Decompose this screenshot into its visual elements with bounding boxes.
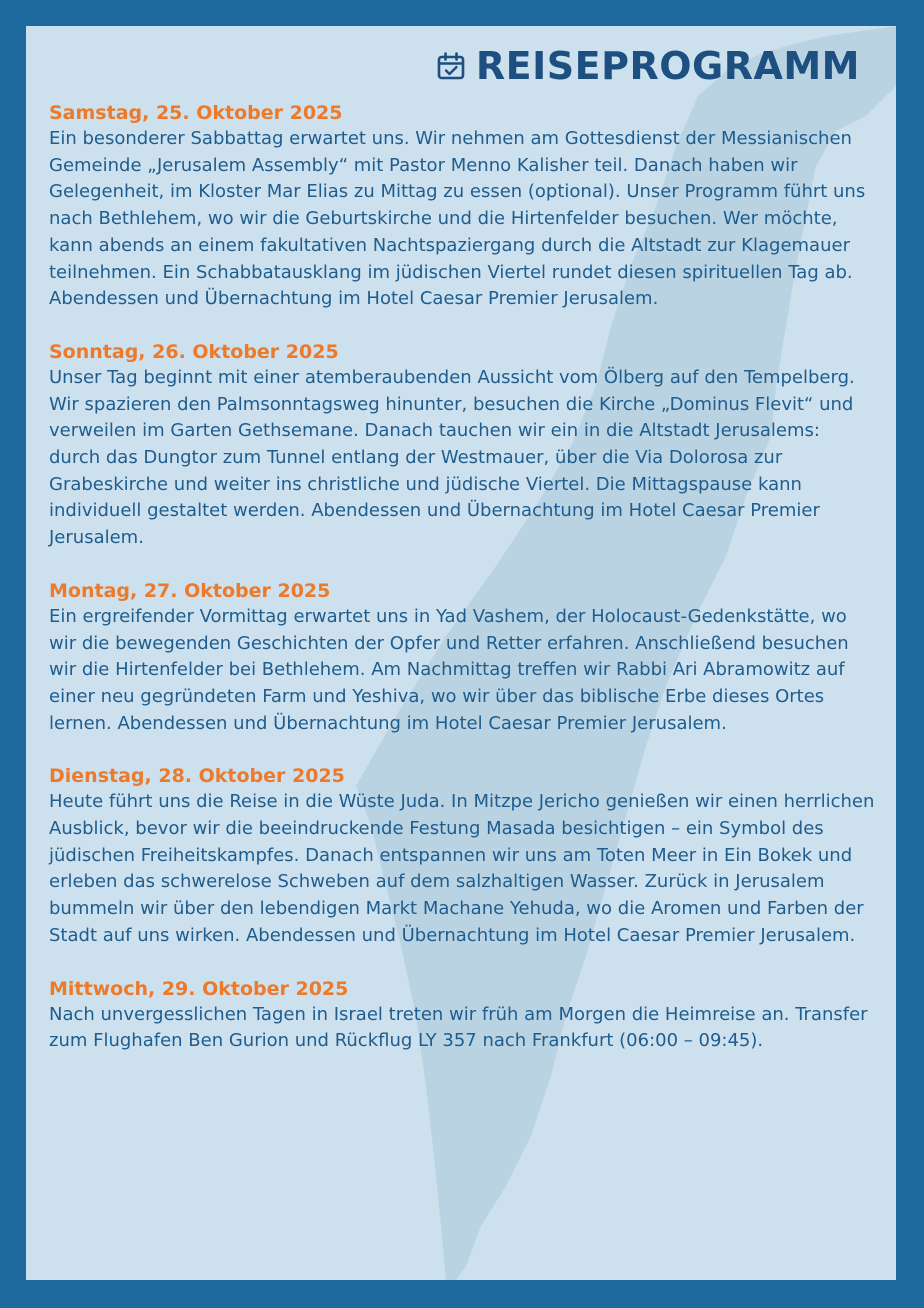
day-title: Mittwoch, 29. Oktober 2025 [49, 977, 349, 1000]
day-description: Ein besonderer Sabbattag erwartet uns. Wir nehmen am Gottesdienst der Messianischen Gemeinde „Jerusalem Assembly“ mit Pastor Menno Kalisher teil. Danach haben wir Gelegenheit, im Kloster Mar Elias zu Mittag zu essen (optional). Unser Programm führt uns nach Bethlehem, wo wir die Geburtskirche und die Hirtenfelder besuchen. Wer möchte, kann abends an einem fakultativen Nachtspaziergang durch die Altstadt zur Klagemauer teilnehmen. Ein Schabbatausklang im jüdischen Viertel rundet diesen spirituellen Tag ab. Abendessen und Übernachtung im Hotel Caesar Premier Jerusalem. [49, 128, 866, 310]
day-section [49, 100, 875, 313]
day-section [49, 578, 875, 738]
day-title: Samstag, 25. Oktober 2025 [49, 102, 343, 124]
day-section [49, 339, 875, 552]
day-title: Dienstag, 28. Oktober 2025 [49, 765, 345, 788]
day-title: Montag, 27. Oktober 2025 [49, 579, 331, 602]
day-section [49, 763, 875, 949]
day-description: Unser Tag beginnt mit einer atemberaubenden Aussicht vom Ölberg auf den Tempelberg. Wir spazieren den Palmsonntagsweg hinunter, besuchen die Kirche „Dominus Flevit“ und verweilen im Garten Gethsemane. Danach tauchen wir ein in die Altstadt Jerusalems: durch das Dungtor zum Tunnel entlang der Westmauer, über die Via Dolorosa zur Grabeskirche und weiter ins christliche und jüdische Viertel. Die Mittagspause kann individuell gestaltet werden. Abendessen und Übernachtung im Hotel Caesar Premier Jerusalem. [49, 366, 855, 549]
page-header [436, 44, 860, 88]
itinerary-panel [26, 26, 896, 1280]
day-list [49, 100, 875, 1081]
day-section [49, 976, 875, 1055]
day-title: Sonntag, 26. Oktober 2025 [49, 340, 339, 363]
day-description: Heute führt uns die Reise in die Wüste Juda. In Mitzpe Jericho genießen wir einen herrlichen Ausblick, bevor wir die beeindruckende Festung Masada besichtigen – ein Symbol des jüdischen Freiheitskampfes. Danach entspannen wir uns am Toten Meer in Ein Bokek und erleben das schwerelose Schweben auf dem salzhaltigen Wasser. Zurück in Jerusalem bummeln wir über den lebendigen Markt Machane Yehuda, wo die Aromen und Farben der Stadt auf uns wirken. Abendessen und Übernachtung im Hotel Caesar Premier Jerusalem. [49, 791, 875, 946]
page-title: REISEPROGRAMM [475, 44, 860, 88]
calendar-check-icon [436, 51, 466, 81]
day-description: Ein ergreifender Vormittag erwartet uns in Yad Vashem, der Holocaust-Gedenkstätte, wo wir die bewegenden Geschichten der Opfer und Retter erfahren. Anschließend besuchen wir die Hirtenfelder bei Bethlehem. Am Nachmittag treffen wir Rabbi Ari Abramowitz auf einer neu gegründeten Farm und Yeshiva, wo wir über das biblische Erbe dieses Ortes lernen. Abendessen und Übernachtung im Hotel Caesar Premier Jerusalem. [49, 605, 849, 734]
day-description: Nach unvergesslichen Tagen in Israel treten wir früh am Morgen die Heimreise an. Transfer zum Flughafen Ben Gurion und Rückflug LY 357 nach Frankfurt (06:00 – 09:45). [49, 1003, 868, 1052]
